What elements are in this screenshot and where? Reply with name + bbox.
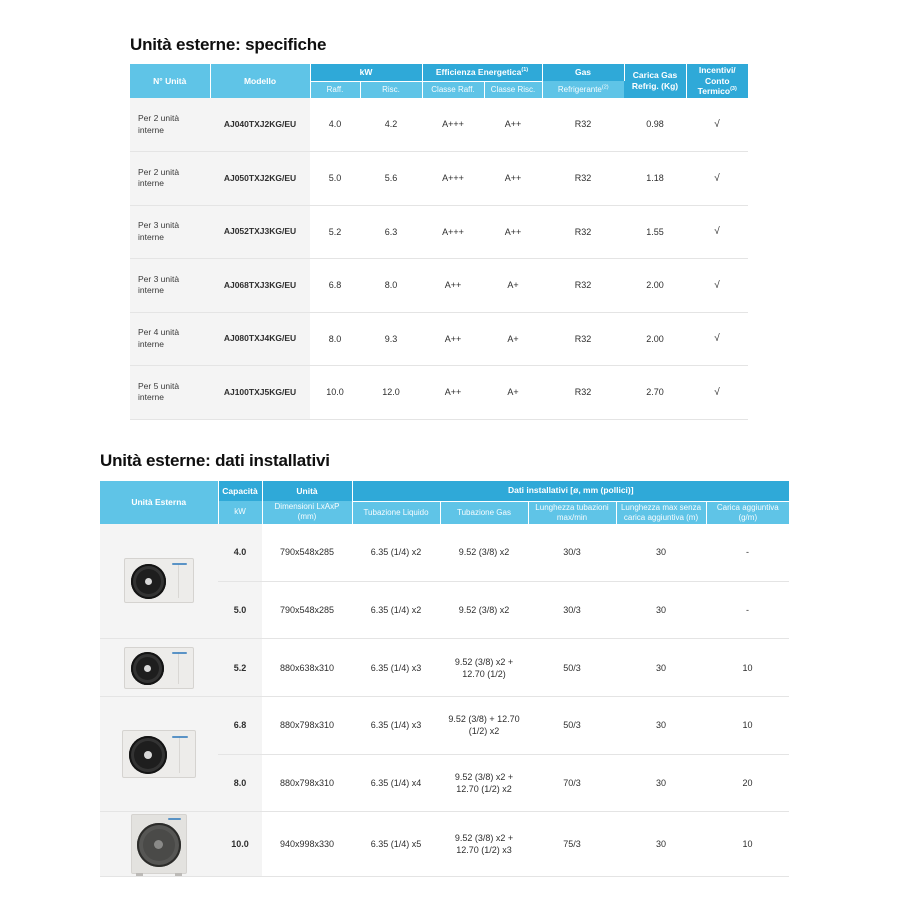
cell-lunghezza-max: 30 <box>616 812 706 877</box>
header-efficienza-label: Efficienza Energetica <box>435 66 522 77</box>
header-incentivi <box>686 64 748 98</box>
cell-lunghezza-max: 30 <box>616 754 706 812</box>
cell-carica-aggiuntiva: 10 <box>706 639 789 697</box>
cell-tubazione-gas: 9.52 (3/8) x2 <box>440 524 528 582</box>
table-row <box>130 98 748 152</box>
subheader-dimensioni: Dimensioni LxAxP (mm) <box>262 501 352 524</box>
subheader-refrigerante <box>542 81 624 98</box>
header-carica-line1: Carica Gas <box>632 70 678 81</box>
cell-modello: AJ040TXJ2KG/EU <box>210 98 310 152</box>
cell-capacita: 4.0 <box>218 524 262 582</box>
unit-panel-line <box>178 652 179 684</box>
cell-classe-risc: A++ <box>484 98 542 152</box>
footnote-ref-2: (2) <box>601 83 609 90</box>
cell-dimensioni: 880x798x310 <box>262 754 352 812</box>
cell-carica: 1.18 <box>624 152 686 206</box>
cell-dimensioni: 940x998x330 <box>262 812 352 877</box>
cell-n-unita: Per 3 unità interne <box>130 205 210 259</box>
header-incentivi-line2 <box>689 76 747 97</box>
header-kw: kW <box>310 64 422 81</box>
subheader-lunghezza-tubazioni: Lunghezza tubazioni max/min <box>528 501 616 524</box>
cell-capacita: 10.0 <box>218 812 262 877</box>
cell-classe-risc: A+ <box>484 312 542 366</box>
cell-classe-risc: A+ <box>484 259 542 313</box>
subheader-raff: Raff. <box>310 81 360 98</box>
cell-modello: AJ052TXJ3KG/EU <box>210 205 310 259</box>
cell-lunghezza-tubazioni: 70/3 <box>528 754 616 812</box>
brand-logo-strip <box>172 652 187 654</box>
outdoor-unit-image <box>122 730 196 778</box>
cell-capacita: 5.2 <box>218 639 262 697</box>
cell-tubazione-liquido: 6.35 (1/4) x4 <box>352 754 440 812</box>
cell-classe-raff: A+++ <box>422 98 484 152</box>
table-row <box>130 205 748 259</box>
cell-risc: 12.0 <box>360 366 422 420</box>
cell-classe-raff: A+++ <box>422 205 484 259</box>
cell-unit-image <box>100 524 218 639</box>
cell-capacita: 5.0 <box>218 581 262 639</box>
cell-dimensioni: 880x798x310 <box>262 697 352 755</box>
header-capacita: Capacità <box>218 481 262 501</box>
cell-risc: 4.2 <box>360 98 422 152</box>
table-row <box>130 259 748 313</box>
cell-carica-aggiuntiva: 20 <box>706 754 789 812</box>
cell-dimensioni: 790x548x285 <box>262 581 352 639</box>
cell-tubazione-gas: 9.52 (3/8) x2 + 12.70 (1/2) x3 <box>440 812 528 877</box>
cell-risc: 8.0 <box>360 259 422 313</box>
cell-classe-raff: A++ <box>422 366 484 420</box>
cell-raff: 8.0 <box>310 312 360 366</box>
subheader-tubazione-liquido: Tubazione Liquido <box>352 501 440 524</box>
cell-carica: 2.70 <box>624 366 686 420</box>
subheader-classe-raff: Classe Raff. <box>422 81 484 98</box>
cell-tubazione-gas: 9.52 (3/8) x2 + 12.70 (1/2) <box>440 639 528 697</box>
cell-incentivi-check: √ <box>686 98 748 152</box>
cell-classe-raff: A++ <box>422 312 484 366</box>
cell-lunghezza-max: 30 <box>616 697 706 755</box>
header-carica-gas <box>624 64 686 98</box>
footnote-ref-3: (3) <box>730 86 737 93</box>
header-carica-line2: Refrig. (Kg) <box>631 81 679 91</box>
cell-tubazione-gas: 9.52 (3/8) x2 + 12.70 (1/2) x2 <box>440 754 528 812</box>
cell-lunghezza-max: 30 <box>616 639 706 697</box>
cell-unit-image <box>100 639 218 697</box>
table-row <box>100 524 789 582</box>
table-row <box>100 812 789 877</box>
cell-carica: 1.55 <box>624 205 686 259</box>
cell-modello: AJ080TXJ4KG/EU <box>210 312 310 366</box>
cell-classe-raff: A++ <box>422 259 484 313</box>
cell-raff: 10.0 <box>310 366 360 420</box>
cell-lunghezza-tubazioni: 50/3 <box>528 697 616 755</box>
cell-lunghezza-tubazioni: 30/3 <box>528 581 616 639</box>
cell-modello: AJ050TXJ2KG/EU <box>210 152 310 206</box>
cell-n-unita: Per 4 unità interne <box>130 312 210 366</box>
cell-carica: 2.00 <box>624 312 686 366</box>
cell-dimensioni: 790x548x285 <box>262 524 352 582</box>
cell-incentivi-check: √ <box>686 205 748 259</box>
table-row <box>130 312 748 366</box>
header-gas: Gas <box>542 64 624 81</box>
header-unita-esterna: Unità Esterna <box>100 481 218 524</box>
subheader-carica-aggiuntiva: Carica aggiuntiva (g/m) <box>706 501 789 524</box>
header-n-unita: N° Unità <box>130 64 210 98</box>
unit-panel-line <box>179 736 180 773</box>
header-incentivi-line1: Incentivi/ <box>698 65 736 76</box>
spec-table <box>130 64 748 420</box>
table-row <box>130 152 748 206</box>
header-modello: Modello <box>210 64 310 98</box>
cell-n-unita: Per 3 unità interne <box>130 259 210 313</box>
cell-risc: 6.3 <box>360 205 422 259</box>
cell-lunghezza-tubazioni: 75/3 <box>528 812 616 877</box>
cell-lunghezza-tubazioni: 30/3 <box>528 524 616 582</box>
unit-foot <box>175 873 182 876</box>
installation-table <box>100 481 789 877</box>
brand-logo-strip <box>172 736 188 738</box>
subheader-tubazione-gas: Tubazione Gas <box>440 501 528 524</box>
section-title-dati-installativi: Unità esterne: dati installativi <box>100 451 330 470</box>
cell-carica-aggiuntiva: - <box>706 581 789 639</box>
cell-risc: 5.6 <box>360 152 422 206</box>
subheader-lunghezza-max: Lunghezza max senza carica aggiuntiva (m) <box>616 501 706 524</box>
outdoor-unit-image <box>131 814 187 874</box>
table-row <box>130 366 748 420</box>
subheader-refrigerante-label: Refrigerante <box>557 84 602 94</box>
cell-classe-risc: A+ <box>484 366 542 420</box>
cell-gas: R32 <box>542 259 624 313</box>
outdoor-unit-image <box>124 647 194 689</box>
cell-carica: 0.98 <box>624 98 686 152</box>
cell-modello: AJ100TXJ5KG/EU <box>210 366 310 420</box>
fan-hub <box>144 665 151 672</box>
cell-classe-risc: A++ <box>484 205 542 259</box>
header-unita: Unità <box>262 481 352 501</box>
section-title-specifiche: Unità esterne: specifiche <box>130 35 327 54</box>
cell-risc: 9.3 <box>360 312 422 366</box>
cell-carica-aggiuntiva: 10 <box>706 697 789 755</box>
cell-incentivi-check: √ <box>686 259 748 313</box>
cell-capacita: 6.8 <box>218 697 262 755</box>
cell-incentivi-check: √ <box>686 312 748 366</box>
cell-tubazione-gas: 9.52 (3/8) + 12.70 (1/2) x2 <box>440 697 528 755</box>
cell-lunghezza-max: 30 <box>616 524 706 582</box>
cell-raff: 6.8 <box>310 259 360 313</box>
header-efficienza <box>422 64 542 81</box>
cell-unit-image <box>100 697 218 812</box>
cell-raff: 4.0 <box>310 98 360 152</box>
cell-lunghezza-tubazioni: 50/3 <box>528 639 616 697</box>
cell-gas: R32 <box>542 98 624 152</box>
header-dati-installativi: Dati installativi [ø, mm (pollici)] <box>352 481 789 501</box>
cell-n-unita: Per 5 unità interne <box>130 366 210 420</box>
cell-unit-image <box>100 812 218 877</box>
cell-gas: R32 <box>542 152 624 206</box>
cell-classe-risc: A++ <box>484 152 542 206</box>
outdoor-unit-image <box>124 558 194 603</box>
cell-gas: R32 <box>542 312 624 366</box>
unit-panel-line <box>178 564 179 598</box>
header-incentivi-label: Conto Termico <box>697 75 731 97</box>
brand-logo-strip <box>172 563 187 565</box>
cell-carica-aggiuntiva: 10 <box>706 812 789 877</box>
cell-tubazione-gas: 9.52 (3/8) x2 <box>440 581 528 639</box>
cell-n-unita: Per 2 unità interne <box>130 98 210 152</box>
footnote-ref-1: (1) <box>521 67 529 74</box>
unit-foot <box>136 873 143 876</box>
cell-n-unita: Per 2 unità interne <box>130 152 210 206</box>
table-row <box>100 697 789 755</box>
cell-gas: R32 <box>542 366 624 420</box>
cell-dimensioni: 880x638x310 <box>262 639 352 697</box>
subheader-capacita-kw: kW <box>218 501 262 524</box>
subheader-classe-risc: Classe Risc. <box>484 81 542 98</box>
cell-lunghezza-max: 30 <box>616 581 706 639</box>
cell-incentivi-check: √ <box>686 152 748 206</box>
cell-carica: 2.00 <box>624 259 686 313</box>
cell-carica-aggiuntiva: - <box>706 524 789 582</box>
cell-capacita: 8.0 <box>218 754 262 812</box>
cell-tubazione-liquido: 6.35 (1/4) x2 <box>352 581 440 639</box>
cell-classe-raff: A+++ <box>422 152 484 206</box>
table-row <box>100 639 789 697</box>
cell-raff: 5.0 <box>310 152 360 206</box>
cell-tubazione-liquido: 6.35 (1/4) x3 <box>352 697 440 755</box>
cell-tubazione-liquido: 6.35 (1/4) x3 <box>352 639 440 697</box>
subheader-risc: Risc. <box>360 81 422 98</box>
cell-tubazione-liquido: 6.35 (1/4) x5 <box>352 812 440 877</box>
cell-modello: AJ068TXJ3KG/EU <box>210 259 310 313</box>
cell-gas: R32 <box>542 205 624 259</box>
brand-logo-strip <box>168 818 181 820</box>
cell-raff: 5.2 <box>310 205 360 259</box>
cell-incentivi-check: √ <box>686 366 748 420</box>
cell-tubazione-liquido: 6.35 (1/4) x2 <box>352 524 440 582</box>
